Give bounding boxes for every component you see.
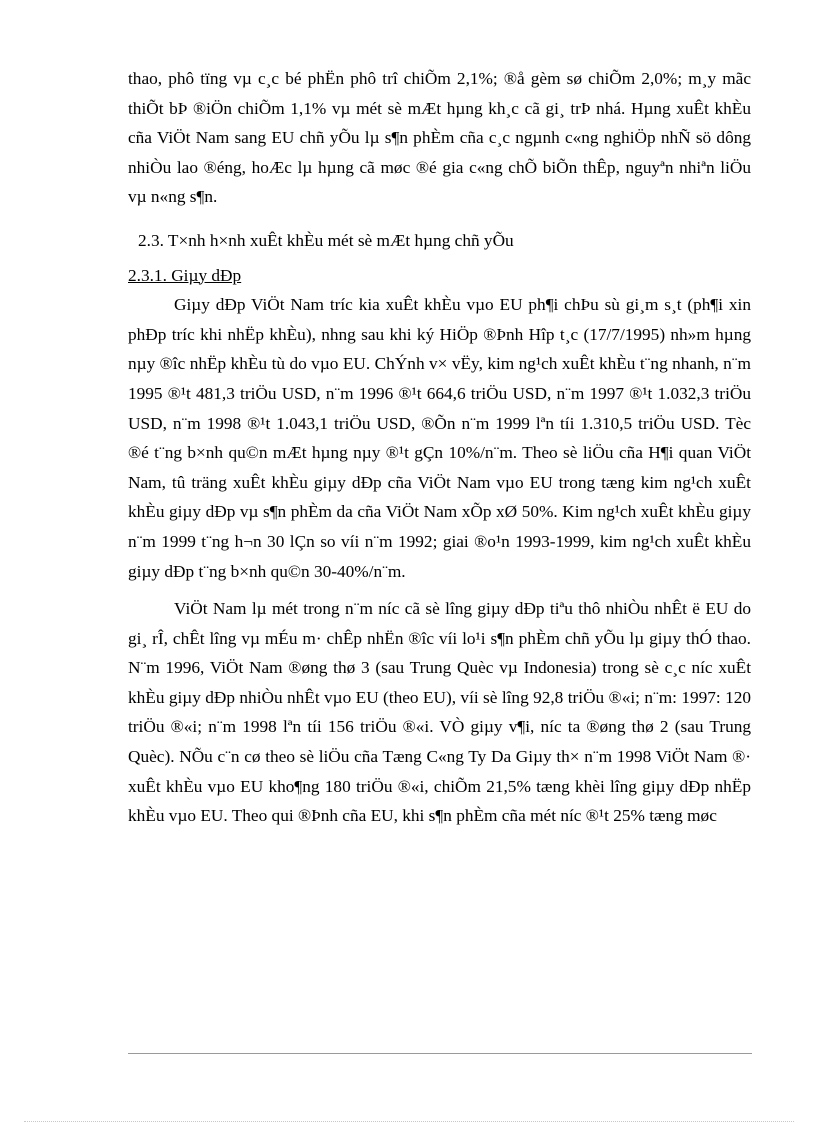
section-heading: 2.3. T×nh h×nh xuÊt khÈu mét sè mÆt hµng chñ yÕu <box>138 230 514 250</box>
body-paragraph: Giµy dÐp ViÖt Nam tríc kia xuÊt khÈu vµo EU ph¶i chÞu sù gi¸m s¸t (ph¶i xin phÐp tríc khi nhËp khÈu), nhng sau khi ký HiÖp ®Þnh Hîp t¸c (17/7/1995) nh»m hµng nµy ®îc nhËp khÈu tù do vµo EU. ChÝnh v× vËy, kim ng¹ch xuÊt khÈu t¨ng nhanh, n¨m 1995 ®¹t 481,3 triÖu USD, n¨m 1996 ®¹t 664,6 triÖu USD, n¨m 1997 ®¹t 1.032,3 triÖu USD, n¨m 1998 ®¹t 1.043,1 triÖu USD, ®Õn n¨m 1999 lªn tíi 1.310,5 triÖu USD. Tèc ®é t¨ng b×nh qu©n mÆt hµng nµy ®¹t gÇn 10%/n¨m. Theo sè liÖu cña H¶i quan ViÖt Nam, tû träng xuÊt khÈu giµy dÐp cña ViÖt Nam vµo EU trong tæng kim ng¹ch xuÊt khÈu giµy dÐp vµ s¶n phÈm da cña ViÖt Nam xÕp xØ 50%. Kim ng¹ch xuÊt khÈu giµy n¨m 1999 t¨ng h¬n 30 lÇn so víi n¨m 1992; giai ®o¹n 1993-1999, kim ng¹ch xuÊt khÈu giµy dÐp t¨ng b×nh qu©n 30-40%/n¨m. <box>128 295 751 581</box>
paragraph-gap <box>128 586 751 594</box>
body-paragraph: ViÖt Nam lµ mét trong n¨m níc cã sè lîng giµy dÐp tiªu thô nhiÒu nhÊt ë EU do gi¸ rÎ, chÊt lîng vµ mÉu m· chÊp nhËn ®îc víi lo¹i s¶n phÈm chñ yÕu lµ giµy thÓ thao. N¨m 1996, ViÖt Nam ®øng thø 3 (sau Trung Quèc vµ Indonesia) trong sè c¸c níc xuÊt khÈu giµy dÐp nhiÒu nhÊt vµo EU (theo EU), víi sè lîng 92,8 triÖu ®«i; n¨m: 1997: 120 triÖu ®«i; n¨m 1998 lªn tíi 156 triÖu ®«i. VÒ giµy v¶i, níc ta ®øng thø 2 (sau Trung Quèc). NÕu c¨n cø theo sè liÖu cña Tæng C«ng Ty Da Giµy th× n¨m 1998 ViÖt Nam ®· xuÊt khÈu vµo EU kho¶ng 180 triÖu ®«i, chiÕm 21,5% tæng khèi lîng giµy dÐp nhËp khÈu vµo EU. Theo qui ®Þnh cña EU, khi s¶n phÈm cña mét níc ®¹t 25% tæng møc <box>128 599 751 826</box>
subsection-heading: 2.3.1. Giµy dÐp <box>128 265 242 285</box>
page-edge-line <box>24 1121 794 1122</box>
page-content <box>128 64 751 831</box>
paragraph-gap <box>128 212 751 220</box>
footer-rule <box>128 1053 752 1054</box>
body-paragraph: thao, phô tïng vµ c¸c bé phËn phô trî chiÕm 2,1%; ®å gèm sø chiÕm 2,0%; m¸y mãc thiÕt bÞ ®iÖn chiÕm 1,1% vµ mét sè mÆt hµng kh¸c cã gi¸ trÞ nhá. Hµng xuÊt khÈu cña ViÖt Nam sang EU chñ yÕu lµ s¶n phÈm cña c¸c ngµnh c«ng nghiÖp nhÑ sö dông nhiÒu lao ®éng, hoÆc lµ hµng cã møc ®é gia c«ng chÕ biÕn thÊp, nguyªn nhiªn liÖu vµ n«ng s¶n. <box>128 69 751 207</box>
